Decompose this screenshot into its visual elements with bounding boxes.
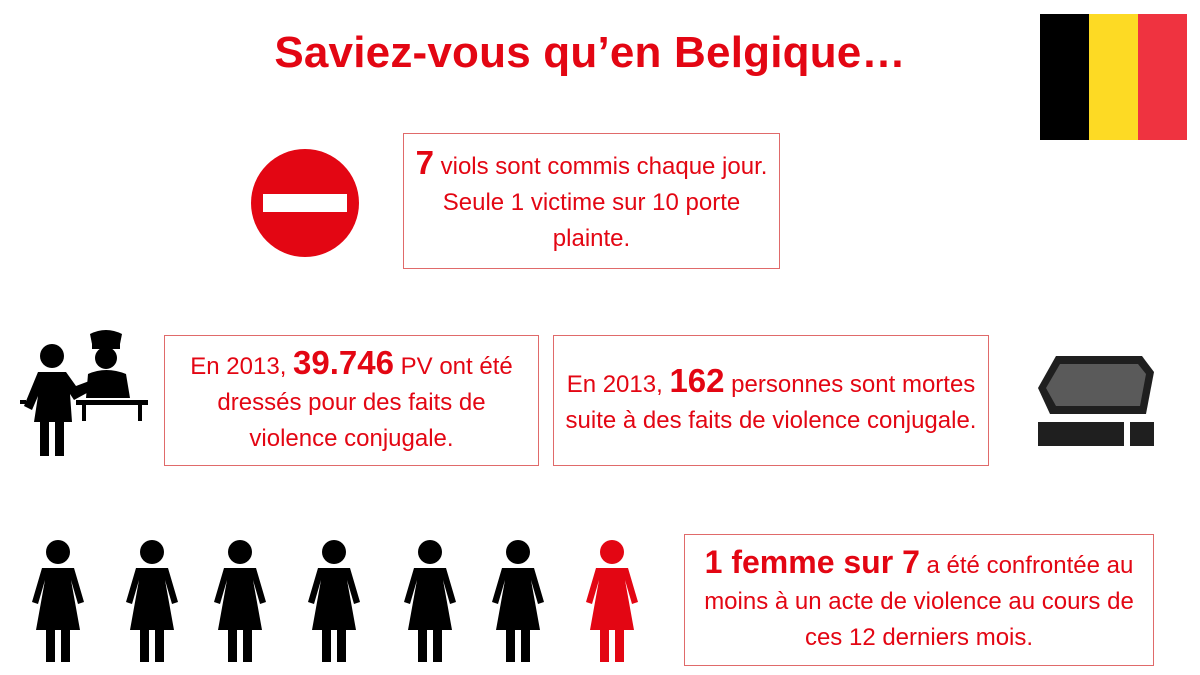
fact-deaths-number: 162: [669, 361, 725, 399]
fact-pv-text: [175, 345, 528, 457]
fact-women-description: a été confrontée au moins à un acte de violence au cours de ces 12 derniers mois.: [704, 552, 1134, 651]
fact-pv-description: PV ont été dressés pour des faits de violence conjugale.: [217, 352, 513, 452]
page-title: Saviez-vous qu’en Belgique…: [274, 28, 906, 77]
fact-rapes-number: 7: [415, 144, 434, 181]
fact-women-box: [684, 534, 1154, 666]
fact-women-lead: 1 femme sur 7: [704, 544, 920, 580]
fact-deaths-year: En 2013,: [566, 370, 670, 398]
flag-stripe-yellow: [1089, 14, 1138, 140]
fact-pv-number: 39.746: [293, 343, 394, 381]
woman-icon: [394, 538, 466, 664]
woman-icon: [204, 538, 276, 664]
woman-icon: [482, 538, 554, 664]
flag-stripe-black: [1040, 14, 1089, 140]
fact-women-text: [695, 544, 1143, 656]
coffin-icon: [1034, 352, 1156, 448]
fact-deaths-text: [564, 363, 978, 439]
belgian-flag: [1040, 14, 1187, 140]
fact-deaths-description: personnes sont mortes suite à des faits de violence conjugale.: [565, 370, 977, 434]
fact-pv-year: En 2013,: [190, 352, 294, 380]
woman-icon: [298, 538, 370, 664]
no-entry-sign-icon: [250, 148, 360, 258]
fact-deaths-box: [553, 335, 989, 466]
fact-rapes-text: [414, 145, 769, 257]
woman-icon-highlighted: [576, 538, 648, 664]
fact-pv-box: [164, 335, 539, 466]
police-complaint-icon: [14, 326, 154, 462]
woman-icon: [22, 538, 94, 664]
fact-rapes-description: viols sont commis chaque jour. Seule 1 victime sur 10 porte plainte.: [433, 153, 768, 252]
flag-stripe-red: [1138, 14, 1187, 140]
fact-rapes-box: [403, 133, 780, 269]
woman-icon: [116, 538, 188, 664]
